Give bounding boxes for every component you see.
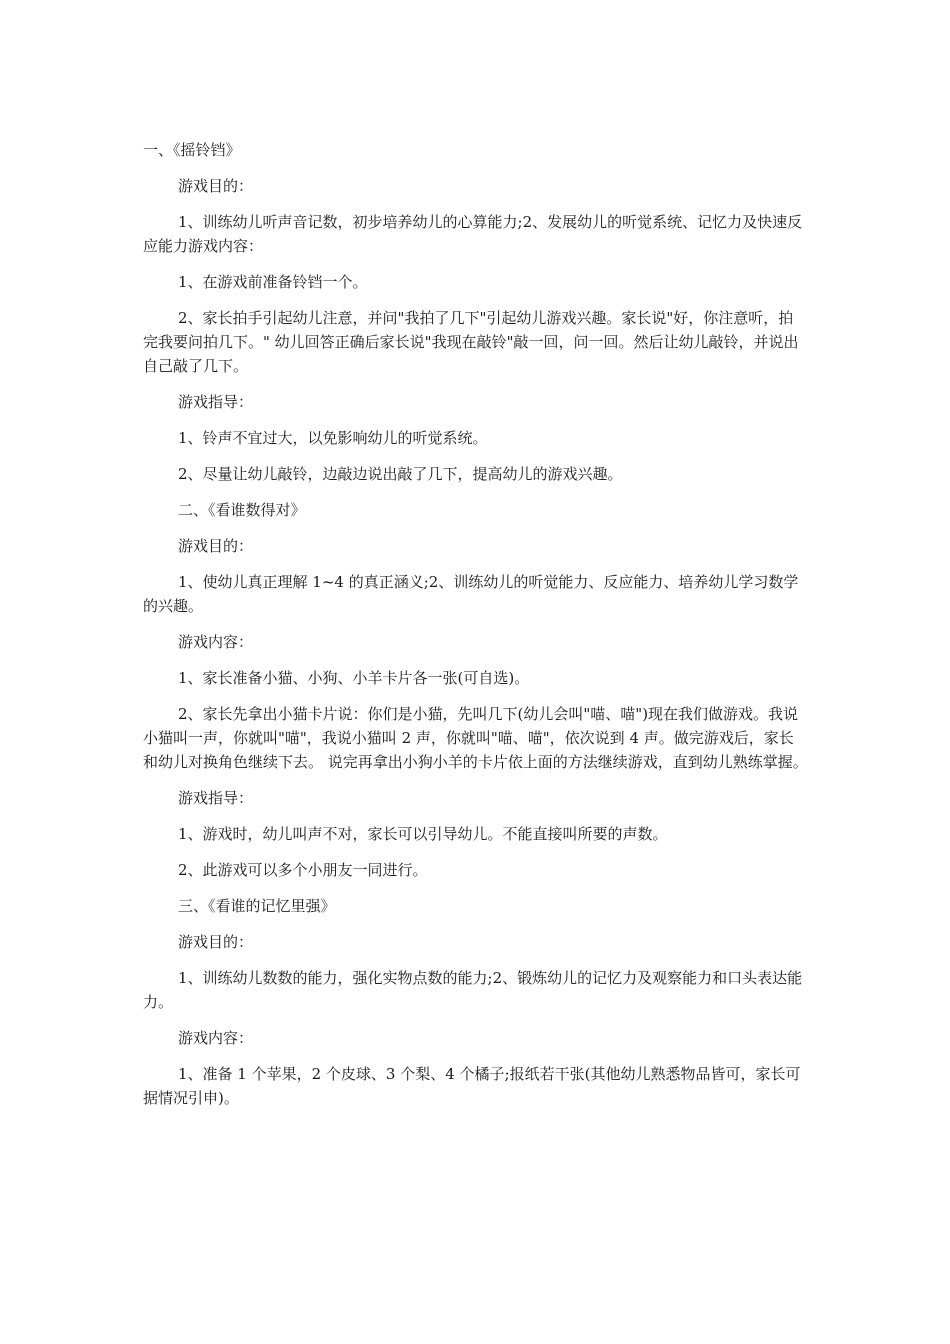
- document-body: [143, 138, 808, 1122]
- paragraph: 1、准备 1 个苹果，2 个皮球、3 个梨、4 个橘子;报纸若干张(其他幼儿熟悉物品皆可，家长可据情况引申)。: [143, 1065, 801, 1107]
- paragraph: 游戏目的：: [178, 537, 254, 555]
- paragraph: 游戏目的：: [178, 933, 254, 951]
- paragraph: 1、训练幼儿数数的能力，强化实物点数的能力;2、锻炼幼儿的记忆力及观察能力和口头表达能力。: [143, 969, 803, 1011]
- paragraph: 游戏内容：: [178, 1029, 254, 1047]
- paragraph: 游戏指导：: [178, 393, 254, 411]
- paragraph: 游戏指导：: [178, 789, 254, 807]
- paragraph: 游戏目的：: [178, 177, 254, 195]
- paragraph: 1、使幼儿真正理解 1~4 的真正涵义;2、训练幼儿的听觉能力、反应能力、培养幼儿学习数学的兴趣。: [143, 573, 799, 615]
- paragraph: 2、此游戏可以多个小朋友一同进行。: [178, 861, 428, 879]
- section-heading-2: 二、《看谁数得对》: [178, 501, 306, 519]
- paragraph: 1、游戏时，幼儿叫声不对，家长可以引导幼儿。不能直接叫所要的声数。: [178, 825, 668, 843]
- section-heading-1: 一、《摇铃铛》: [143, 141, 241, 159]
- paragraph: 1、在游戏前准备铃铛一个。: [178, 273, 368, 291]
- paragraph: 1、训练幼儿听声音记数，初步培养幼儿的心算能力;2、发展幼儿的听觉系统、记忆力及快速反应能力游戏内容：: [143, 213, 803, 255]
- paragraph: 游戏内容：: [178, 633, 254, 651]
- paragraph: 2、家长先拿出小猫卡片说：你们是小猫，先叫几下(幼儿会叫"喵、喵")现在我们做游戏。我说小猫叫一声，你就叫"喵"，我说小猫叫 2 声，你就叫"喵、喵"，依次说到 4 声。做完游戏后，家长和幼儿对换角色继续下去。 说完再拿出小狗小羊的卡片依上面的方法继续游戏，直到幼儿熟练掌握。: [143, 705, 808, 771]
- paragraph: 1、家长准备小猫、小狗、小羊卡片各一张(可自选)。: [178, 669, 530, 687]
- paragraph: 2、尽量让幼儿敲铃，边敲边说出敲了几下，提高幼儿的游戏兴趣。: [178, 465, 623, 483]
- paragraph: 2、家长拍手引起幼儿注意，并问"我拍了几下"引起幼儿游戏兴趣。家长说"好，你注意听，拍完我要问拍几下。" 幼儿回答正确后家长说"我现在敲铃"敲一回，问一回。然后让幼儿敲铃，并说出自己敲了几下。: [143, 309, 799, 375]
- section-heading-3: 三、《看谁的记忆里强》: [178, 897, 336, 915]
- paragraph: 1、铃声不宜过大，以免影响幼儿的听觉系统。: [178, 429, 488, 447]
